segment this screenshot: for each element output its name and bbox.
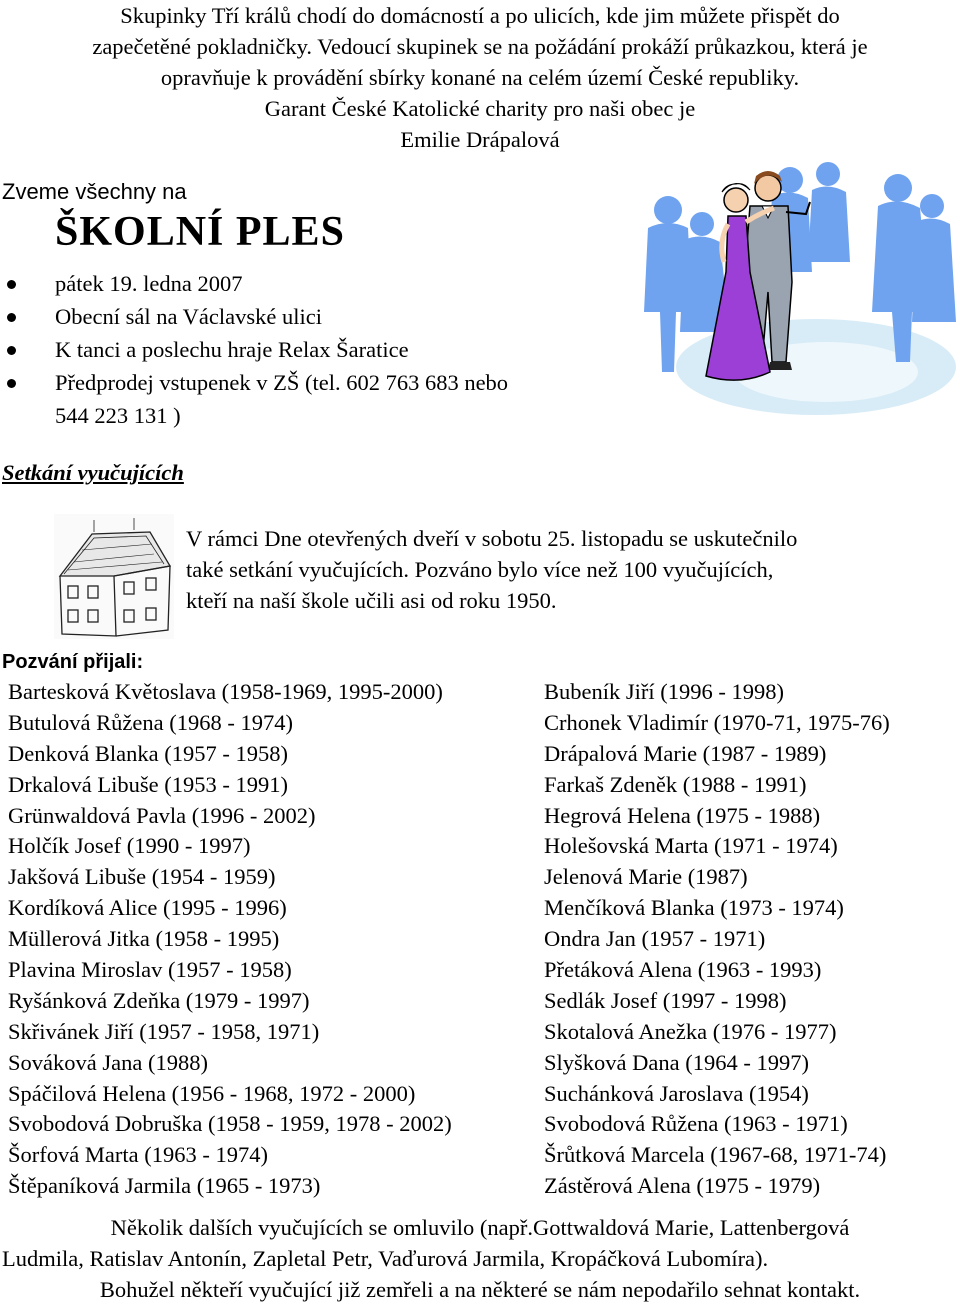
- table-row: Spáčilová Helena (1956 - 1968, 1972 - 2000) Suchánková Jaroslava (1954): [8, 1080, 809, 1106]
- table-row: Štěpaníková Jarmila (1965 - 1973) Zástěrová Alena (1975 - 1979): [8, 1173, 821, 1199]
- bullet-icon: [7, 379, 16, 388]
- closing-line: Bohužel někteří vyučující již zemřeli a na některé se nám nepodařilo sehnat kontakt.: [99, 1277, 861, 1302]
- garant-line: Garant České Katolické charity pro naši obec je: [264, 96, 696, 121]
- table-row: Grünwaldová Pavla (1996 - 2002) Hegrová Helena (1975 - 1988): [8, 802, 821, 828]
- setkani-line: také setkání vyučujících. Pozváno bylo více než 100 vyučujících,: [186, 557, 774, 582]
- intro-paragraph: [0, 0, 960, 155]
- table-row: Šorfová Marta (1963 - 1974) Šrůtková Marcela (1967-68, 1971-74): [8, 1142, 887, 1168]
- closing-paragraph: [0, 1212, 960, 1305]
- ples-invite: Zveme všechny na: [2, 179, 187, 204]
- table-row: Holčík Josef (1990 - 1997) Holešovská Marta (1971 - 1974): [8, 833, 838, 859]
- teacher-list: [8, 677, 958, 1202]
- pozvani-heading: Pozvání přijali:: [2, 651, 144, 673]
- intro-line: opravňuje k provádění sbírky konané na celém území České republiky.: [160, 65, 800, 90]
- list-item: K tanci a poslechu hraje Relax Šaratice: [0, 334, 640, 367]
- list-item: Obecní sál na Václavské ulici: [0, 301, 640, 334]
- table-row: Müllerová Jitka (1958 - 1995) Ondra Jan (1957 - 1971): [8, 926, 766, 952]
- table-row: Kordíková Alice (1995 - 1996) Menčíková Blanka (1973 - 1974): [8, 895, 844, 921]
- list-item-continuation: 544 223 131 ): [55, 403, 181, 428]
- bullet-icon: [7, 313, 16, 322]
- table-row: Bartesková Květoslava (1958-1969, 1995-2000) Bubeník Jiří (1996 - 1998): [8, 679, 784, 704]
- setkani-heading: Setkání vyučujících: [2, 460, 184, 485]
- table-row: Skřivánek Jiří (1957 - 1958, 1971) Skotalová Anežka (1976 - 1977): [8, 1018, 837, 1044]
- table-row: Drkalová Libuše (1953 - 1991) Farkaš Zdeněk (1988 - 1991): [8, 771, 807, 797]
- intro-line: zapečetěné pokladničky. Vedoucí skupinek se na požádání prokáží průkazkou, která je: [92, 34, 868, 59]
- bullet-icon: [7, 346, 16, 355]
- garant-name: Emilie Drápalová: [400, 127, 560, 152]
- table-row: Denková Blanka (1957 - 1958) Drápalová Marie (1987 - 1989): [8, 740, 827, 766]
- closing-line: Ludmila, Ratislav Antonín, Zapletal Petr, Vaďurová Jarmila, Kropáčková Lubomíra).: [2, 1246, 769, 1271]
- table-row: Svobodová Dobruška (1958 - 1959, 1978 - 2002) Svobodová Růžena (1963 - 1971): [8, 1111, 848, 1137]
- list-item: Předprodej vstupenek v ZŠ (tel. 602 763 683 nebo: [0, 367, 640, 400]
- table-row: Sováková Jana (1988) Slyšková Dana (1964 - 1997): [8, 1049, 809, 1075]
- school-building-icon: [54, 514, 174, 639]
- intro-line: Skupinky Tří králů chodí do domácností a po ulicích, kde jim můžete přispět do: [120, 3, 840, 28]
- bullet-icon: [7, 280, 16, 289]
- closing-line: Několik dalších vyučujících se omluvilo (např.Gottwaldová Marie, Lattenbergová: [110, 1215, 850, 1240]
- setkani-line: V rámci Dne otevřených dveří v sobotu 25. listopadu se uskutečnilo: [186, 526, 798, 551]
- list-item: pátek 19. ledna 2007: [0, 268, 640, 301]
- setkani-paragraph: [186, 523, 956, 616]
- table-row: Jakšová Libuše (1954 - 1959) Jelenová Marie (1987): [8, 864, 748, 890]
- ples-title: ŠKOLNÍ PLES: [55, 209, 345, 255]
- setkani-line: kteří na naší škole učili asi od roku 1950.: [186, 588, 557, 613]
- ballroom-dancers-icon: [640, 162, 958, 420]
- table-row: Ryšánková Zdeňka (1979 - 1997) Sedlák Josef (1997 - 1998): [8, 987, 787, 1013]
- ples-bullet-list: [0, 268, 640, 433]
- table-row: Plavina Miroslav (1957 - 1958) Přetáková Alena (1963 - 1993): [8, 957, 822, 983]
- table-row: Butulová Růžena (1968 - 1974) Crhonek Vladimír (1970-71, 1975-76): [8, 709, 890, 735]
